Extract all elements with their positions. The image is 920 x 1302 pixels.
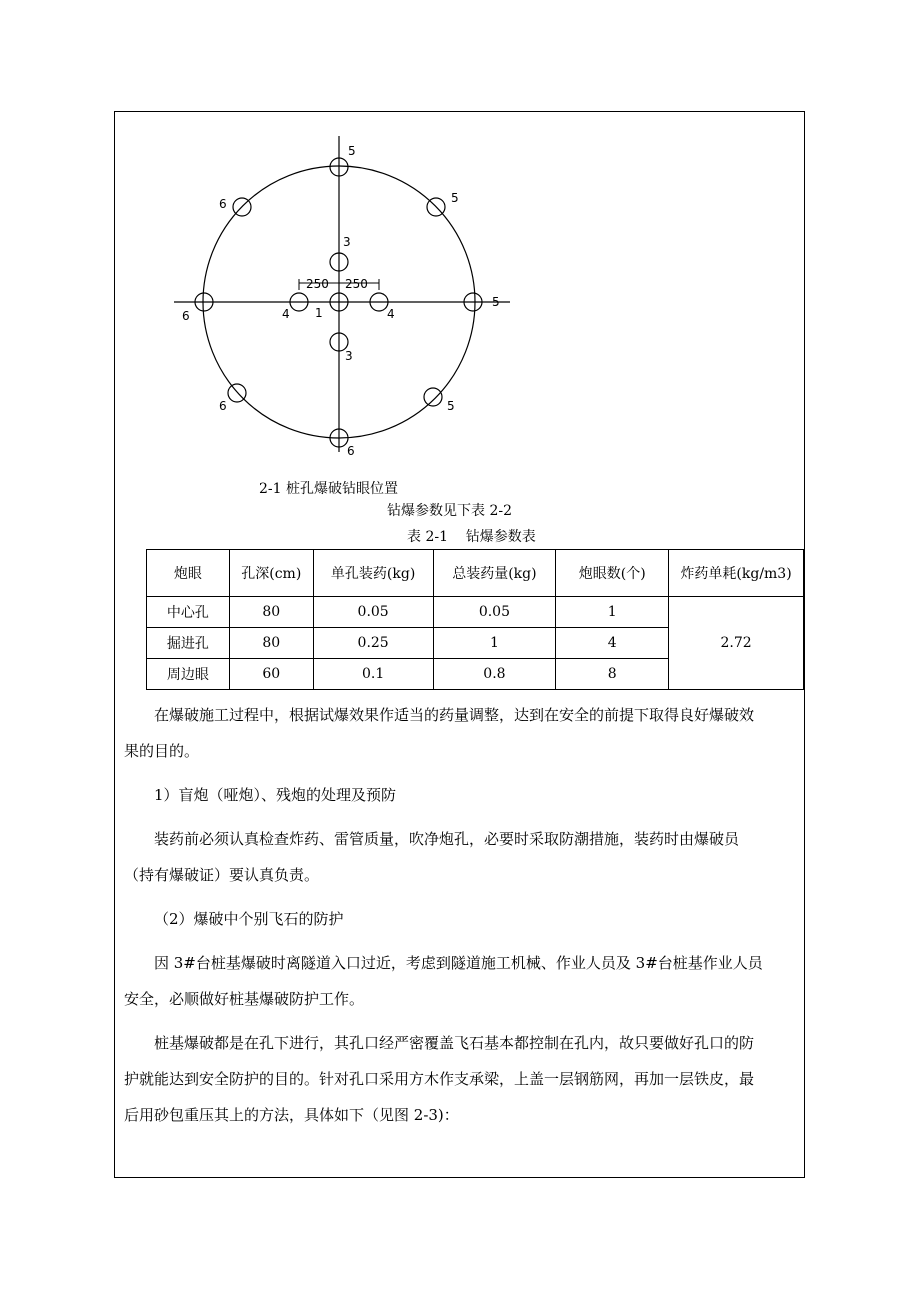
- hole-lower-left: [228, 384, 246, 402]
- cell-hole-count: 8: [556, 659, 669, 690]
- body-text: [124, 697, 796, 1133]
- cell-hole-type: 中心孔: [147, 597, 230, 628]
- cell-total-charge: 0.05: [433, 597, 556, 628]
- cell-unit-consumption: 2.72: [669, 597, 804, 690]
- paragraph-line: 装药前必须认真检查炸药、雷管质量，吹净炮孔，必要时采取防潮措施，装药时由爆破员: [154, 830, 740, 848]
- label-bottom: 6: [347, 444, 355, 458]
- cell-hole-count: 4: [556, 628, 669, 659]
- cell-hole-depth: 80: [229, 628, 313, 659]
- label-lower-right: 5: [447, 399, 455, 413]
- header-charge-per-hole: 单孔装药(kg): [313, 550, 433, 597]
- table-row: [147, 597, 804, 628]
- label-lower-left: 6: [219, 399, 227, 413]
- hole-lower-right: [424, 388, 442, 406]
- label-upper-inner: 3: [343, 235, 351, 249]
- cell-total-charge: 1: [433, 628, 556, 659]
- paragraph-line: 因 3#台桩基爆破时离隧道入口过近，考虑到隧道施工机械、作业人员及 3#台桩基作业人员: [154, 954, 763, 972]
- cell-hole-count: 1: [556, 597, 669, 628]
- section-heading: 1）盲炮（哑炮）、残炮的处理及预防: [154, 786, 397, 804]
- label-left: 6: [182, 309, 190, 323]
- cell-charge-per-hole: 0.1: [313, 659, 433, 690]
- label-left-inner: 4: [282, 307, 290, 321]
- paragraph-line: 桩基爆破都是在孔下进行，其孔口经严密覆盖飞石基本都控制在孔内，故只要做好孔口的防: [154, 1034, 755, 1052]
- cell-hole-depth: 60: [229, 659, 313, 690]
- header-unit-consumption: 炸药单耗(kg/m3): [669, 550, 804, 597]
- section-heading: （2）爆破中个别飞石的防护: [154, 910, 344, 928]
- label-lower-inner: 3: [345, 349, 353, 363]
- header-hole-type: 炮眼: [147, 550, 230, 597]
- paragraph-line: 后用砂包重压其上的方法，具体如下（见图 2-3)：: [124, 1106, 459, 1124]
- label-center: 1: [315, 306, 323, 320]
- blasting-parameter-table: [146, 549, 804, 690]
- paragraph-line: 护就能达到安全防护的目的。针对孔口采用方木作支承梁，上盖一层钢筋网，再加一层铁皮，最: [124, 1070, 755, 1088]
- cell-hole-type: 周边眼: [147, 659, 230, 690]
- cell-charge-per-hole: 0.05: [313, 597, 433, 628]
- table-header-row: [147, 550, 804, 597]
- cell-charge-per-hole: 0.25: [313, 628, 433, 659]
- paragraph-line: （持有爆破证）要认真负责。: [124, 866, 320, 884]
- label-right: 5: [492, 295, 500, 309]
- dimension-label-left: 250: [306, 277, 329, 291]
- label-upper-left: 6: [219, 197, 227, 211]
- header-total-charge: 总装药量(kg): [433, 550, 556, 597]
- label-upper-right: 5: [451, 191, 459, 205]
- header-hole-count: 炮眼数(个): [556, 550, 669, 597]
- label-top: 5: [348, 144, 356, 158]
- cell-hole-type: 掘进孔: [147, 628, 230, 659]
- borehole-diagram: [0, 0, 920, 480]
- intro-line: 钻爆参数见下表 2-2: [387, 503, 512, 519]
- paragraph-line: 在爆破施工过程中，根据试爆效果作适当的药量调整，达到在安全的前提下取得良好爆破效: [154, 706, 755, 724]
- table-title: 表 2-1 钻爆参数表: [407, 529, 536, 545]
- label-right-inner: 4: [387, 307, 395, 321]
- paragraph-line: 果的目的。: [124, 742, 200, 760]
- dimension-label-right: 250: [345, 277, 368, 291]
- paragraph-line: 安全，必顺做好桩基爆破防护工作。: [124, 990, 365, 1008]
- cell-hole-depth: 80: [229, 597, 313, 628]
- header-hole-depth: 孔深(cm): [229, 550, 313, 597]
- figure-caption: 2-1 桩孔爆破钻眼位置: [259, 481, 398, 497]
- cell-total-charge: 0.8: [433, 659, 556, 690]
